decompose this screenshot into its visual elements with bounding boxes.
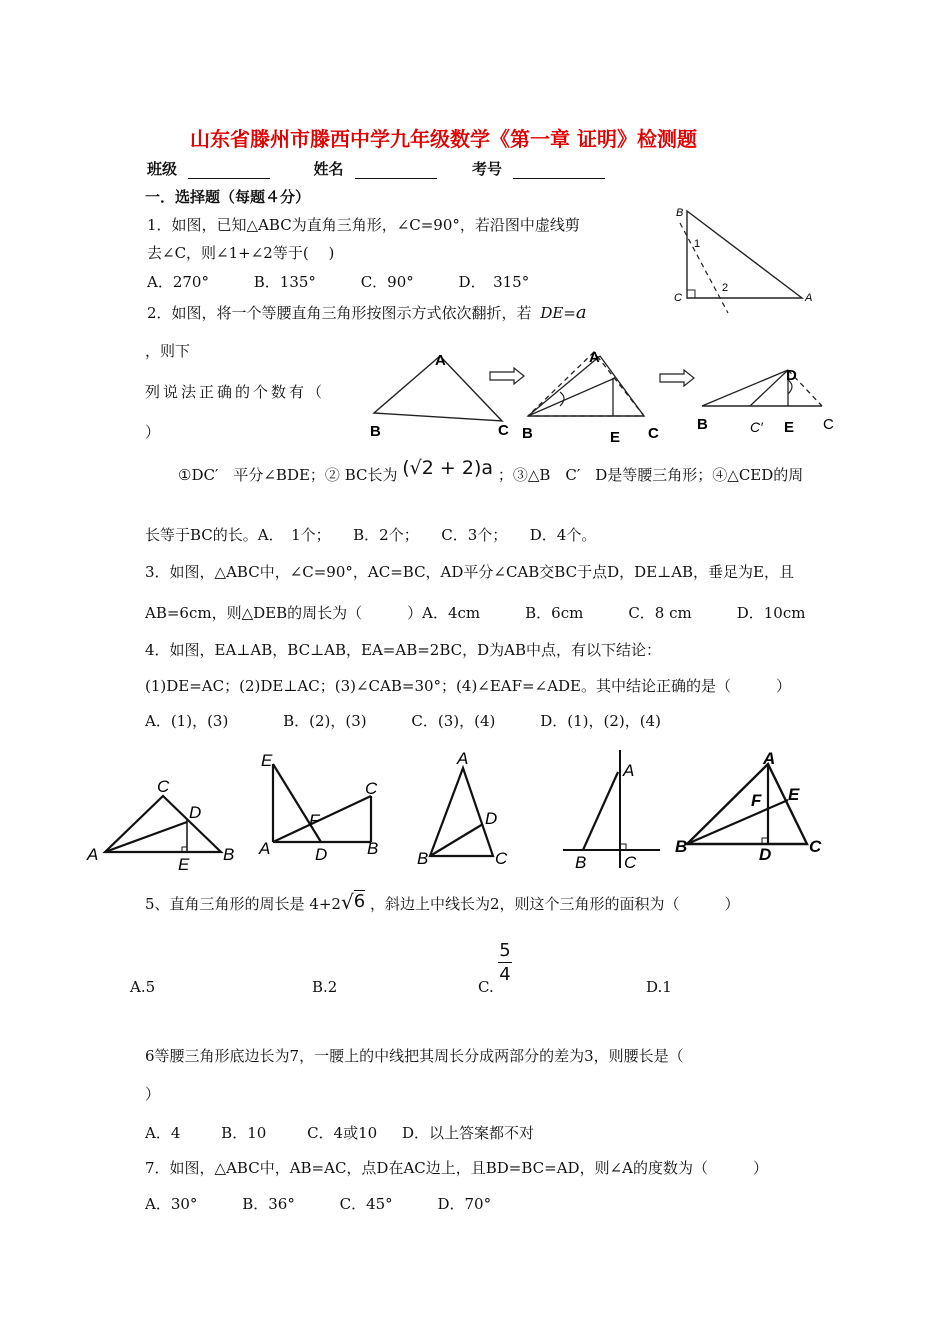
f1-label-e: E (178, 855, 190, 873)
q7-option-c[interactable]: C．45° (339, 1195, 393, 1213)
figures-row (85, 748, 835, 873)
q1-fig-label-2: 2 (722, 282, 729, 294)
q4-line1: 4．如图，EA⊥AB，BC⊥AB，EA=AB=2BC，D为AB中点，有以下结论： (145, 641, 662, 659)
q1-option-a[interactable]: A．270° (147, 273, 209, 291)
name-field[interactable] (355, 164, 437, 179)
f3-label-d: D (485, 809, 498, 828)
class-label: 班级 (147, 160, 178, 178)
f4-label-a: A (623, 761, 635, 780)
f1-label-b: B (223, 845, 235, 864)
page-title: 山东省滕州市滕西中学九年级数学《第一章 证明》检测题 (190, 127, 697, 151)
q4-option-c[interactable]: C．(3)，(4) (411, 712, 496, 730)
q2-f1-label-b: B (370, 423, 381, 440)
f3-label-c: C (495, 849, 508, 868)
f2-label-b: B (367, 839, 379, 858)
q6-line1: 6等腰三角形底边长为7，一腰上的中线把其周长分成两部分的差为3，则腰长是（ (145, 1047, 684, 1065)
q2-f1-label-a: A (435, 352, 446, 369)
q2-line1-text: 2．如图，将一个等腰直角三角形按图示方式依次翻折，若 (147, 304, 532, 322)
q1-option-b[interactable]: B．135° (253, 273, 316, 291)
f2-label-c: C (365, 779, 378, 798)
q2-f3-label-e: E (784, 419, 795, 436)
q1-fig-label-b: B (676, 207, 684, 219)
q3-line2: AB=6cm，则△DEB的周长为（ ）A．4cm B．6cm C．8 cm D．10cm (145, 604, 806, 622)
q2-line3: 列说法正确的个数有（ (145, 383, 326, 401)
q6-line2: ） (145, 1085, 161, 1103)
q2-f2-label-c: C (648, 425, 659, 442)
q4-option-b[interactable]: B．(2)，(3) (283, 712, 367, 730)
q7-option-d[interactable]: D．70° (437, 1195, 492, 1213)
q2-f2-label-b: B (522, 425, 533, 442)
q5-option-a[interactable]: A.5 (130, 978, 156, 996)
q2-f3-label-cprime: C′ (750, 419, 763, 435)
q1-option-c[interactable]: C．90° (360, 273, 414, 291)
q6-option-d[interactable]: D．以上答案都不对 (401, 1124, 534, 1142)
q1-option-d[interactable]: D． 315° (458, 273, 530, 291)
q5-line (145, 890, 740, 914)
header-row (147, 158, 605, 179)
q2-de: DE= (540, 304, 576, 322)
q7-option-a[interactable]: A．30° (145, 1195, 198, 1213)
f1-label-d: D (189, 803, 202, 822)
f5-label-b: B (675, 837, 688, 856)
q2-stmt-expr: (√2 + 2)a (402, 457, 494, 479)
f5-label-f: F (751, 791, 762, 810)
f4-label-c: C (624, 853, 637, 872)
q2-f3-label-d: D (786, 367, 797, 384)
f2-label-e: E (261, 751, 273, 770)
q5-option-b[interactable]: B.2 (312, 978, 338, 996)
f4-label-b: B (575, 853, 587, 872)
q1-figure (672, 203, 817, 315)
q1-line2: 去∠C，则∠1+∠2等于( ) (147, 244, 335, 262)
q4-line2: (1)DE=AC；(2)DE⊥AC；(3)∠CAB=30°；(4)∠EAF=∠ADE。其中结论正确的是（ ） (145, 677, 791, 695)
q5-sqrt-arg: 6 (353, 891, 366, 912)
q5-text-b: ，斜边上中线长为2，则这个三角形的面积为（ ） (369, 895, 740, 913)
f2-label-f: F (309, 811, 320, 830)
q2-line1 (147, 302, 587, 323)
f3-label-a: A (457, 749, 469, 768)
q2-f2-label-a: A (589, 349, 600, 366)
q5-fraction (498, 940, 512, 987)
q6-option-b[interactable]: B．10 (221, 1124, 267, 1142)
q2-f3-label-c: C (823, 416, 834, 433)
f5-label-e: E (788, 785, 800, 804)
q2-a: a (575, 302, 587, 323)
q2-line6: 长等于BC的长。A． 1个； B．2个； C．3个； D．4个。 (145, 526, 597, 544)
q7-options (145, 1193, 491, 1214)
q2-f3-label-b: B (697, 416, 708, 433)
class-field[interactable] (188, 164, 270, 179)
q6-option-a[interactable]: A．4 (145, 1124, 181, 1142)
q5-frac-den: 4 (499, 964, 511, 985)
q2-f2-label-e: E (610, 429, 621, 446)
q1-fig-label-c: C (674, 292, 682, 304)
name-label: 姓名 (313, 160, 344, 178)
f5-label-c: C (809, 837, 822, 856)
q2-line4: ） (145, 423, 161, 441)
f5-label-a: A (763, 749, 776, 768)
q6-options (145, 1122, 534, 1143)
q4-options (145, 710, 661, 731)
q4-option-d[interactable]: D．(1)，(2)，(4) (540, 712, 661, 730)
q4-option-a[interactable]: A．(1)，(3) (145, 712, 229, 730)
f1-label-a: A (87, 845, 99, 864)
q5-frac-num: 5 (499, 940, 511, 961)
q2-stmt-part2: ；③△B C′ D是等腰三角形；④△CED的周 (497, 466, 804, 484)
q2-figures (360, 340, 850, 450)
f1-label-c: C (157, 777, 170, 796)
q2-line2: ，则下 (145, 342, 191, 360)
f3-label-b: B (417, 849, 429, 868)
q5-option-c-label: C. (478, 978, 494, 996)
q1-fig-label-1: 1 (694, 238, 701, 250)
q5-text-a: 5、直角三角形的周长是 4+2 (145, 895, 341, 913)
q6-option-c[interactable]: C．4或10 (307, 1124, 378, 1142)
q1-line1: 1．如图，已知△ABC为直角三角形，∠C=90°，若沿图中虚线剪 (147, 216, 580, 234)
q7-line1: 7．如图，△ABC中，AB=AC，点D在AC边上，且BD=BC=AD，则∠A的度数为（ ） (145, 1159, 768, 1177)
number-label: 考号 (471, 160, 502, 178)
f2-label-a: A (259, 839, 271, 858)
q1-options (147, 271, 529, 292)
q3-line1: 3．如图，△ABC中，∠C=90°，AC=BC，AD平分∠CAB交BC于点D，DE⊥AB，垂足为E，且 (145, 563, 795, 581)
q7-option-b[interactable]: B．36° (242, 1195, 295, 1213)
f5-label-d: D (759, 845, 772, 864)
q2-stmt-part1: ①DC′ 平分∠BDE；② BC长为 (178, 466, 398, 484)
q2-statements (178, 457, 804, 485)
q5-option-d[interactable]: D.1 (646, 978, 672, 996)
q2-f1-label-c: C (498, 422, 509, 439)
sqrt-symbol: √ (340, 890, 354, 914)
number-field[interactable] (513, 164, 605, 179)
q1-fig-label-a: A (805, 292, 813, 304)
section-heading: 一．选择题（每题４分） (145, 188, 311, 206)
f2-label-d: D (315, 845, 328, 864)
